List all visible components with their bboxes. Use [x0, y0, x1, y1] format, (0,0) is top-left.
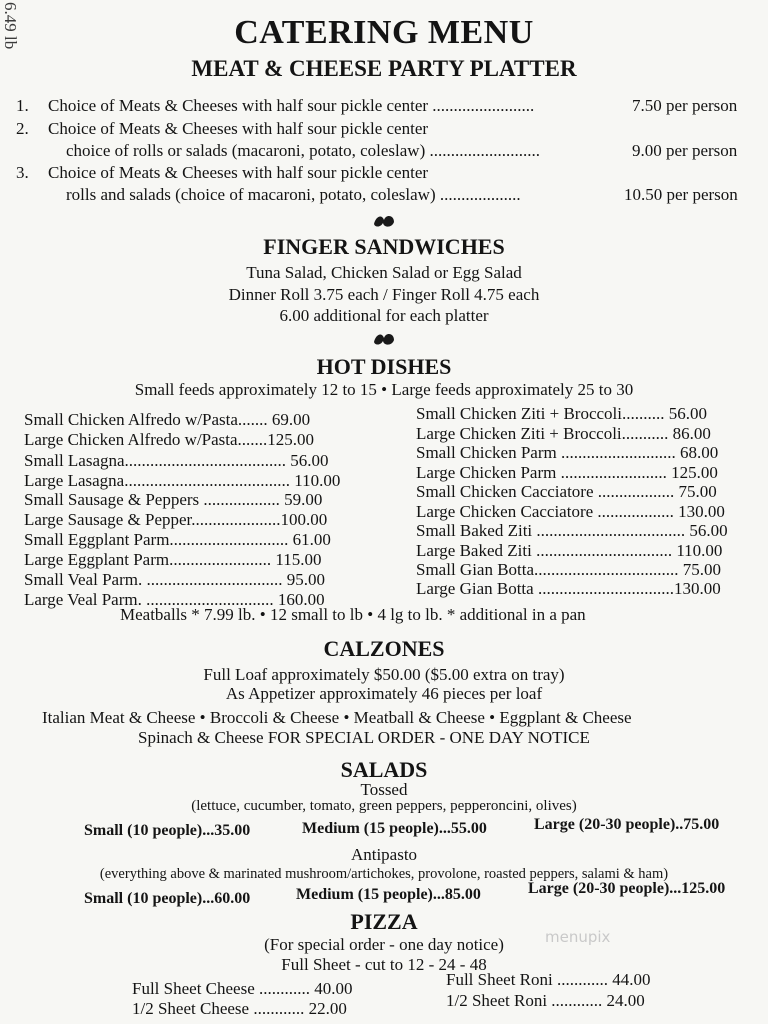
list-item: Large Chicken Alfredo w/Pasta.......125.00: [24, 430, 315, 449]
leaf-ornament-icon: [372, 212, 396, 230]
platter-2-num: 2.: [16, 119, 29, 138]
list-item: Small Chicken Alfredo w/Pasta....... 69.00: [24, 410, 311, 429]
platter-2-price: 9.00 per person: [632, 141, 738, 160]
finger-heading: FINGER SANDWICHES: [263, 234, 505, 259]
platter-1-price: 7.50 per person: [632, 96, 738, 115]
calzones-line-1: Full Loaf approximately $50.00 ($5.00 extra on tray): [203, 665, 565, 684]
list-item: Small Eggplant Parm............................ 61.00: [24, 530, 331, 549]
salads-tossed: Tossed: [360, 780, 408, 799]
platter-2-desc-2: choice of rolls or salads (macaroni, potato, coleslaw) ..........................: [66, 141, 540, 160]
hot-heading: HOT DISHES: [316, 354, 452, 379]
list-item: Large Gian Botta ................................130.00: [416, 579, 721, 598]
antipasto-medium-price: Medium (15 people)...85.00: [296, 886, 481, 903]
list-item: Small Chicken Cacciatore .................. 75.00: [416, 482, 717, 501]
list-item: Small Veal Parm. ................................ 95.00: [24, 570, 325, 589]
tossed-small-price: Small (10 people)...35.00: [84, 822, 251, 839]
platter-3-price: 10.50 per person: [624, 185, 738, 204]
platter-3-num: 3.: [16, 163, 29, 182]
list-item: Large Veal Parm. .............................. 160.00: [24, 590, 325, 609]
menu-subtitle: MEAT & CHEESE PARTY PLATTER: [191, 56, 577, 81]
meatballs-note: Meatballs * 7.99 lb. • 12 small to lb • 4 lg to lb. * additional in a pan: [120, 605, 586, 624]
hot-feeds: Small feeds approximately 12 to 15 • Large feeds approximately 25 to 30: [134, 380, 634, 399]
antipasto-large-price: Large (20-30 people)...125.00: [528, 880, 726, 897]
finger-line-3: 6.00 additional for each platter: [279, 306, 489, 325]
tossed-medium-price: Medium (15 people)...55.00: [302, 820, 487, 837]
list-item: Large Chicken Ziti + Broccoli........... 86.00: [416, 424, 711, 443]
calzones-heading: CALZONES: [323, 636, 445, 661]
list-item: Large Chicken Cacciatore .................. 130.00: [416, 502, 725, 521]
list-item: Small Sausage & Peppers .................. 59.00: [24, 490, 323, 509]
list-item: Full Sheet Cheese ............ 40.00: [132, 979, 353, 998]
salads-heading: SALADS: [340, 757, 428, 782]
list-item: Small Gian Botta.................................. 75.00: [416, 560, 722, 579]
leaf-ornament-icon: [372, 330, 396, 348]
menu-title: CATERING MENU: [234, 14, 534, 51]
pizza-sheet: Full Sheet - cut to 12 - 24 - 48: [281, 955, 487, 974]
finger-line-2: Dinner Roll 3.75 each / Finger Roll 4.75 each: [228, 285, 540, 304]
salads-antipasto-desc: (everything above & marinated mushroom/artichokes, provolone, roasted peppers, salami & ham): [99, 866, 669, 882]
platter-3-desc: Choice of Meats & Cheeses with half sour pickle center: [48, 163, 429, 182]
tossed-large-price: Large (20-30 people)..75.00: [534, 816, 720, 833]
platter-2-desc: Choice of Meats & Cheeses with half sour pickle center: [48, 119, 429, 138]
list-item: Full Sheet Roni ............ 44.00: [446, 970, 651, 989]
list-item: Large Lasagna....................................... 110.00: [24, 471, 341, 490]
watermark: menupix: [545, 928, 611, 946]
list-item: Large Chicken Parm ......................... 125.00: [416, 463, 718, 482]
calzones-line-2: As Appetizer approximately 46 pieces per loaf: [225, 684, 543, 703]
pizza-heading: PIZZA: [350, 909, 418, 934]
platter-1-num: 1.: [16, 96, 29, 115]
list-item: 1/2 Sheet Roni ............ 24.00: [446, 991, 645, 1010]
finger-line-1: Tuna Salad, Chicken Salad or Egg Salad: [246, 263, 522, 282]
list-item: Small Baked Ziti ................................... 56.00: [416, 521, 728, 540]
calzones-varieties: Italian Meat & Cheese • Broccoli & Cheese • Meatball & Cheese • Eggplant & Cheese: [42, 708, 632, 727]
list-item: Small Lasagna...................................... 56.00: [24, 451, 329, 470]
list-item: Small Chicken Ziti + Broccoli.......... 56.00: [416, 404, 708, 423]
antipasto-small-price: Small (10 people)...60.00: [84, 890, 251, 907]
list-item: Large Eggplant Parm........................ 115.00: [24, 550, 322, 569]
pizza-note: (For special order - one day notice): [264, 935, 504, 954]
list-item: Large Baked Ziti ................................ 110.00: [416, 541, 723, 560]
list-item: Small Chicken Parm ........................... 68.00: [416, 443, 719, 462]
platter-3-desc-2: rolls and salads (choice of macaroni, potato, coleslaw) ...................: [66, 185, 521, 204]
platter-1-desc: Choice of Meats & Cheeses with half sour pickle center ........................: [48, 96, 535, 115]
salads-tossed-desc: (lettuce, cucumber, tomato, green peppers, pepperoncini, olives): [191, 798, 577, 814]
salads-antipasto: Antipasto: [350, 845, 418, 864]
calzones-special-order: Spinach & Cheese FOR SPECIAL ORDER - ONE DAY NOTICE: [138, 728, 590, 747]
list-item: 1/2 Sheet Cheese ............ 22.00: [132, 999, 347, 1018]
list-item: Large Sausage & Pepper.....................100.00: [24, 510, 328, 529]
corner-note: 6.49 lb: [1, 2, 20, 50]
